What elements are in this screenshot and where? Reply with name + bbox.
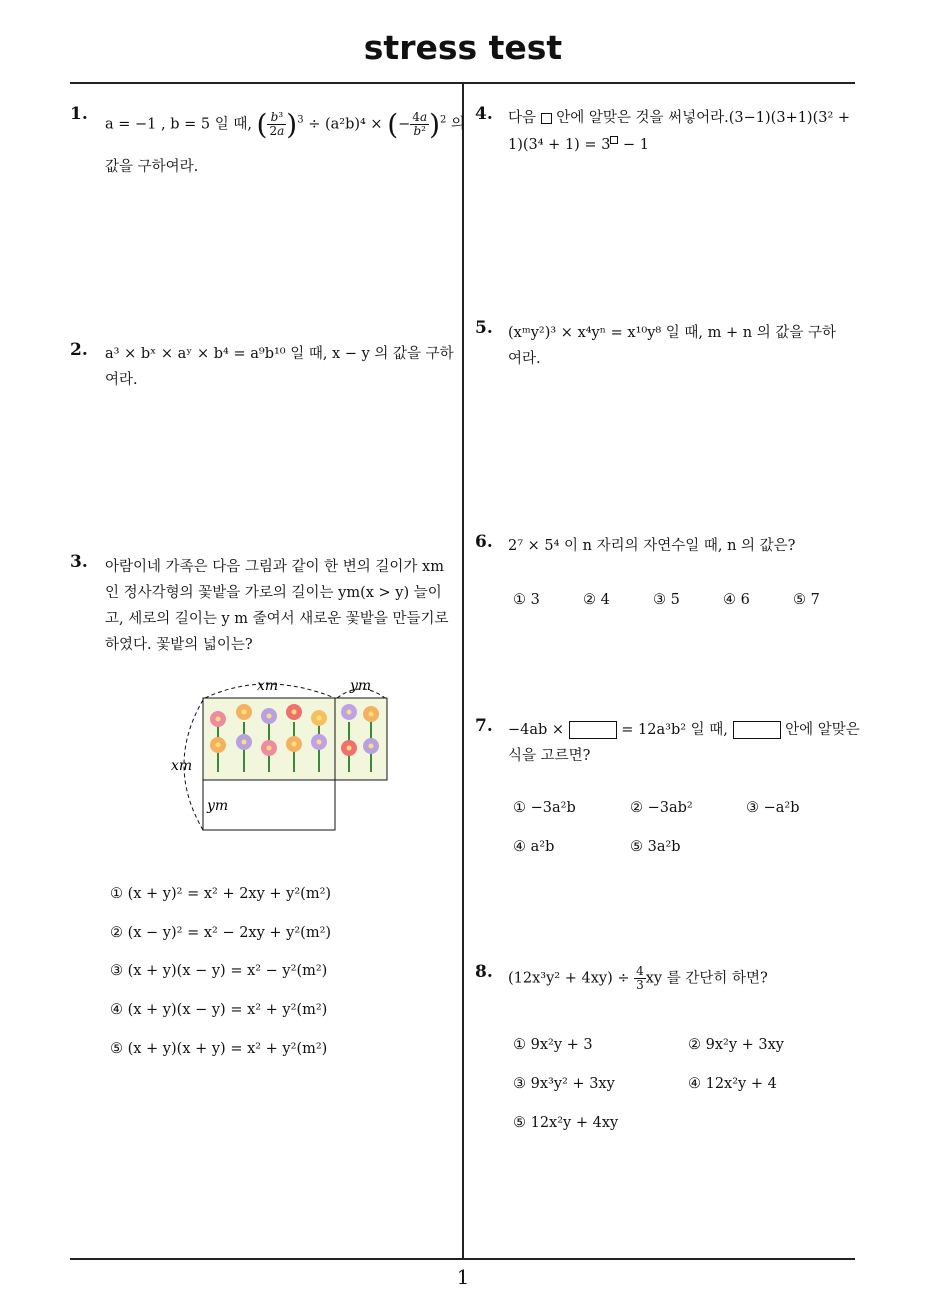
question-6-choice-1[interactable]: ① 3 [513,592,540,608]
column-divider [462,84,464,1259]
question-2-line-2: 여라. [105,372,138,388]
answer-box-1 [569,721,617,739]
question-7-line-1 [508,718,860,739]
question-2-line-1: a³ × bˣ × aʸ × b⁴ = a⁹b¹⁰ 일 때, x − y 의 값을 구하 [105,346,454,362]
question-3-line-2: 인 정사각형의 꽃밭을 가로의 길이는 ym(x > y) 늘이 [105,585,442,601]
question-1-number: 1. [70,104,88,124]
fraction-b3-2a: $\frac{\text{b³}}{2a}$ [269,110,285,138]
page-title: stress test [363,28,563,67]
question-4-text-d: − 1 [618,136,650,153]
question-6-choice-4[interactable]: ④ 6 [723,592,750,608]
fraction-denominator: 3 [636,978,644,992]
question-5-line-2: 여라. [508,351,541,367]
label-inner-ym: ym [207,798,229,814]
paren-right-2: ) [429,108,441,141]
label-top-ym: ym [350,678,372,694]
question-3-number: 3. [70,552,88,572]
question-3-line-1: 아람이네 가족은 다음 그림과 같이 한 변의 길이가 xm [105,559,444,575]
question-8-text-a: (12x³y² + 4xy) ÷ [508,970,630,987]
question-1-text-a: a = −1 , b = 5 일 때, [105,116,252,133]
paren-left: ( [256,108,268,141]
question-3-choice-5[interactable]: ⑤ (x + y)(x + y) = x² + y²(m²) [110,1041,328,1057]
question-7-choice-4[interactable]: ④ a²b [513,839,555,855]
answer-box-2 [733,721,781,739]
question-7-text-c: 안에 알맞은 [785,722,860,738]
question-8-choice-4[interactable]: ④ 12x²y + 4 [688,1076,777,1092]
page-number: 1 [456,1265,470,1289]
fraction-numerator: 4 [636,964,644,978]
fraction-4-3 [634,965,646,992]
question-8-text-b: xy 를 간단히 하면? [645,970,768,987]
question-4-text-a: 다음 [508,110,537,126]
paren-left-2: ( [387,108,399,141]
paren-right: ) [286,108,298,141]
question-7-choice-1[interactable]: ① −3a²b [513,800,576,816]
question-5-number: 5. [475,318,493,338]
question-7-text-a: −4ab × [508,722,565,738]
question-3-choice-2[interactable]: ② (x − y)² = x² − 2xy + y²(m²) [110,925,332,941]
label-left-xm: xm [171,758,193,774]
question-8-choice-3[interactable]: ③ 9x³y² + 3xy [513,1076,615,1092]
blank-square-icon [541,113,552,124]
question-6-choice-3[interactable]: ③ 5 [653,592,680,608]
question-8-choice-2[interactable]: ② 9x²y + 3xy [688,1037,784,1053]
question-6-line-1: 2⁷ × 5⁴ 이 n 자리의 자연수일 때, n 의 값은? [508,538,796,554]
question-3-choice-3[interactable]: ③ (x + y)(x − y) = x² − y²(m²) [110,963,328,979]
question-8-choice-1[interactable]: ① 9x²y + 3 [513,1037,593,1053]
question-3-choice-1[interactable]: ① (x + y)² = x² + 2xy + y²(m²) [110,886,332,902]
flower-garden-figure [165,670,400,840]
question-1-text-c: 의 [451,116,466,133]
question-4-number: 4. [475,104,493,124]
question-3-line-4: 하였다. 꽃밭의 넓이는? [105,637,253,653]
question-7-choice-3[interactable]: ③ −a²b [746,800,800,816]
question-5-line-1: (xᵐy²)³ × x⁴yⁿ = x¹⁰y⁸ 일 때, m + n 의 값을 구하 [508,325,836,341]
question-7-choice-2[interactable]: ② −3ab² [630,800,693,816]
question-8-line-1 [508,965,768,992]
question-8-number: 8. [475,962,493,982]
question-4-text-b: 안에 알맞은 것을 써넣어라.(3−1)(3+1)(3² + [556,110,851,126]
question-6-choice-5[interactable]: ⑤ 7 [793,592,820,608]
question-2-number: 2. [70,340,88,360]
label-top-xm: xm [257,678,279,694]
fraction-4a-b2: $\frac{4a}{\text{b²}}$ [412,110,428,138]
question-4-line-1 [508,106,850,127]
question-3-choice-4[interactable]: ④ (x + y)(x − y) = x² + y²(m²) [110,1002,328,1018]
question-4-line-2 [508,132,649,153]
question-8-choice-5[interactable]: ⑤ 12x²y + 4xy [513,1115,619,1131]
question-1-text-b: ÷ (a²b)⁴ × [308,116,383,133]
question-7-choice-5[interactable]: ⑤ 3a²b [630,839,681,855]
question-1-line-1: a = −1 , b = 5 일 때, ( $\frac{\text{b³}}{2a}$ )$^3$ ÷ (a²b)⁴ × (− $\frac{4a}{\text{b²}}$ )$^2$ 의 [105,108,466,141]
question-7-text-b: = 12a³b² 일 때, [621,722,728,738]
question-4-text-c: 1)(3⁴ + 1) = 3 [508,136,611,153]
question-7-line-2: 식을 고르면? [508,748,591,764]
question-6-choice-2[interactable]: ② 4 [583,592,610,608]
question-6-number: 6. [475,532,493,552]
bottom-rule [70,1258,855,1260]
question-1-line-2: 값을 구하여라. [105,159,199,175]
question-3-line-3: 고, 세로의 길이는 y m 줄여서 새로운 꽃밭을 만들기로 [105,611,449,627]
question-7-number: 7. [475,716,493,736]
